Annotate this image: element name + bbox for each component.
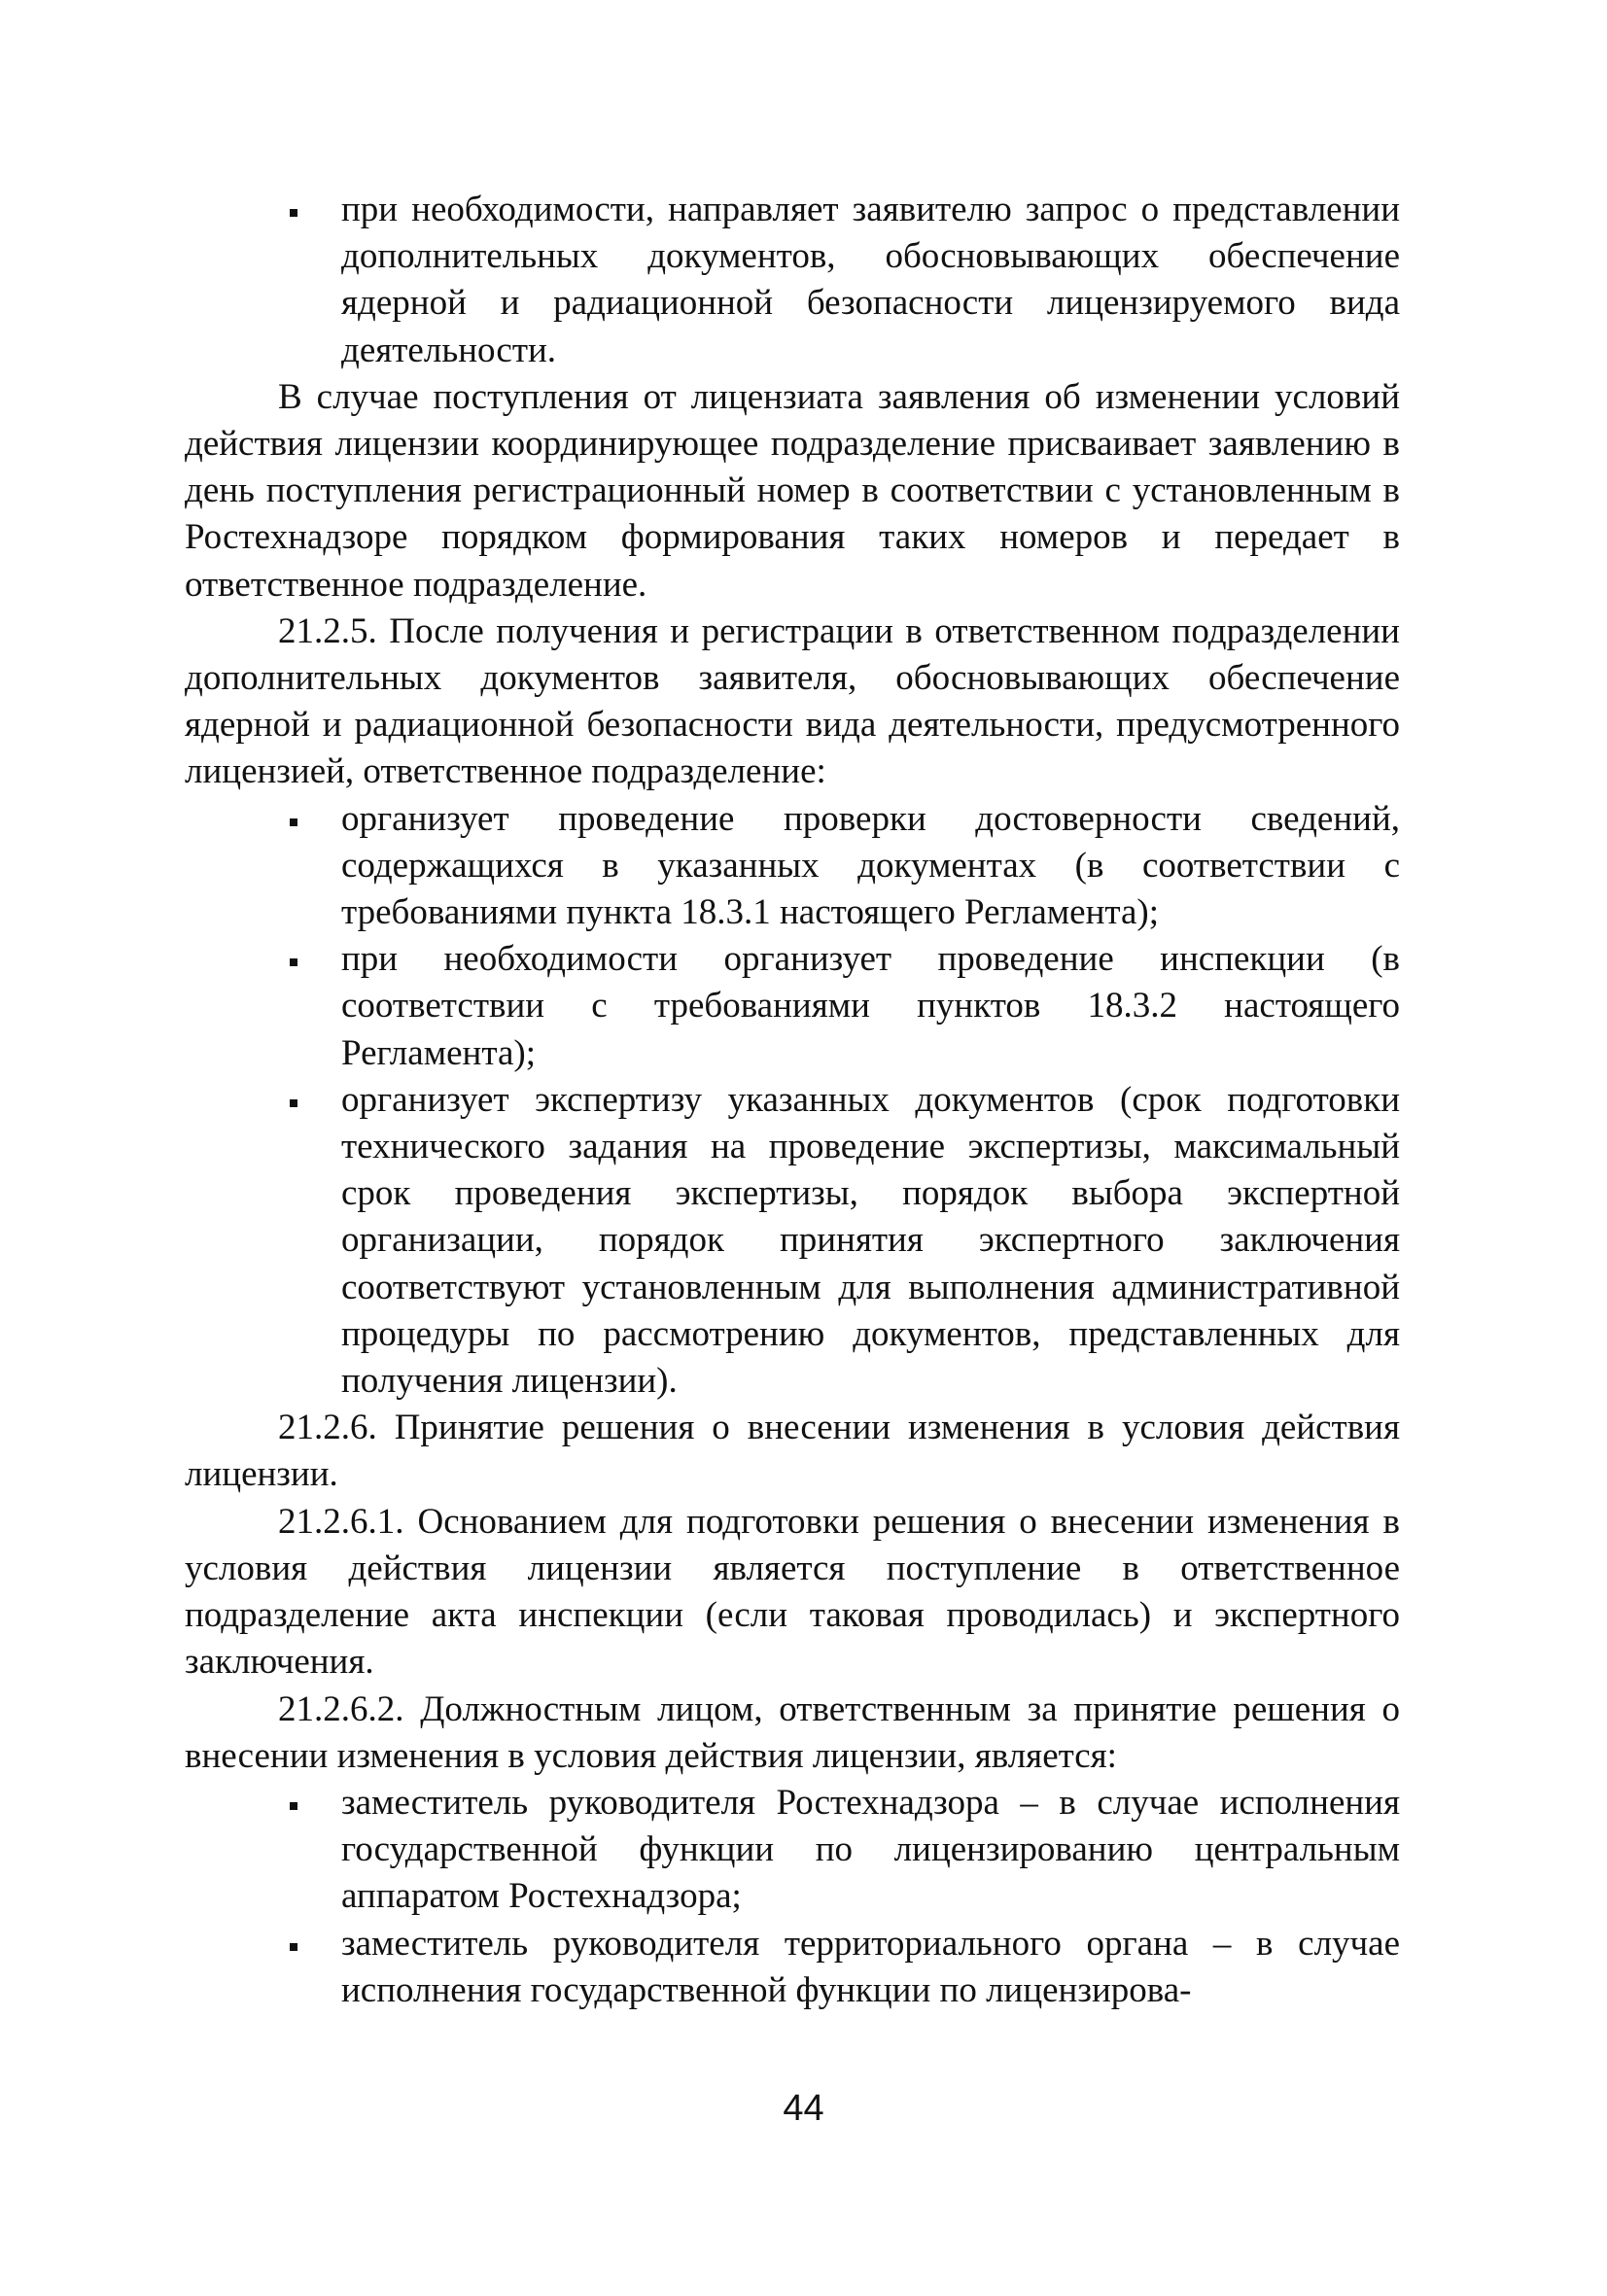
- paragraph: 21.2.6. Принятие решения о внесении изменения в условия действия лицензии.: [185, 1408, 1400, 1495]
- bullet-icon: [290, 818, 297, 826]
- bullet-item: [185, 1077, 1400, 1405]
- bullet-icon: [290, 1099, 297, 1107]
- document-body: [185, 187, 1400, 2014]
- page-number: 44: [783, 2088, 824, 2129]
- bullet-item: [185, 796, 1400, 937]
- bullet-item: [185, 1921, 1400, 2014]
- paragraph: 21.2.6.2. Должностным лицом, ответственным за принятие решения о внесении изменения в условия действия лицензии, является:: [185, 1688, 1400, 1776]
- bullet-icon: [290, 958, 297, 966]
- bullet-icon: [290, 1943, 297, 1951]
- bullet-item: [185, 187, 1400, 374]
- bullet-text: организует экспертизу указанных документов (срок подготовки технического задания на проведение экспертизы, максимальный срок проведения экспертизы, порядок выбора экспертной организации, порядок принятия экспертного заключения соответствуют установленным для выполнения административной процедуры по рассмотрению документов, представленных для получения лицензии).: [341, 1079, 1400, 1402]
- paragraph: 21.2.5. После получения и регистрации в ответственном подразделении дополнительных документов заявителя, обосновывающих обеспечение ядерной и радиационной безопасности вида деятельности, предусмотренного лицензией, ответственное подразделение:: [185, 610, 1400, 792]
- bullet-list: [185, 187, 1400, 374]
- paragraph: В случае поступления от лицензиата заявления об изменении условий действия лицензии координирующее подразделение присваивает заявлению в день поступления регистрационный номер в соответствии с установленным в Ростехнадзоре порядком формирования таких номеров и передает в ответственное подразделение.: [185, 376, 1400, 605]
- bullet-icon: [290, 1802, 297, 1810]
- bullet-list: [185, 796, 1400, 1406]
- bullet-item: [185, 1780, 1400, 1921]
- bullet-text: при необходимости организует проведение инспекции (в соответствии с требованиями пунктов 18.3.2 настоящего Регламента);: [341, 939, 1400, 1073]
- bullet-text: заместитель руководителя Ростехнадзора – в случае исполнения государственной функции по лицензированию центральным аппаратом Ростехнадзора;: [341, 1782, 1400, 1917]
- bullet-icon: [290, 209, 297, 217]
- bullet-item: [185, 936, 1400, 1077]
- bullet-list: [185, 1780, 1400, 2014]
- bullet-text: организует проведение проверки достоверности сведений, содержащихся в указанных документах (в соответствии с требованиями пункта 18.3.1 настоящего Регламента);: [341, 798, 1400, 933]
- bullet-text: при необходимости, направляет заявителю запрос о представлении дополнительных документов, обосновывающих обеспечение ядерной и радиационной безопасности лицензируемого вида деятельности.: [341, 190, 1400, 370]
- bullet-text: заместитель руководителя территориального органа – в случае исполнения государственной функции по лицензирова-: [341, 1923, 1400, 2010]
- paragraph: 21.2.6.1. Основанием для подготовки решения о внесении изменения в условия действия лицензии является поступление в ответственное подразделение акта инспекции (если таковая проводилась) и экспертного заключения.: [185, 1501, 1400, 1683]
